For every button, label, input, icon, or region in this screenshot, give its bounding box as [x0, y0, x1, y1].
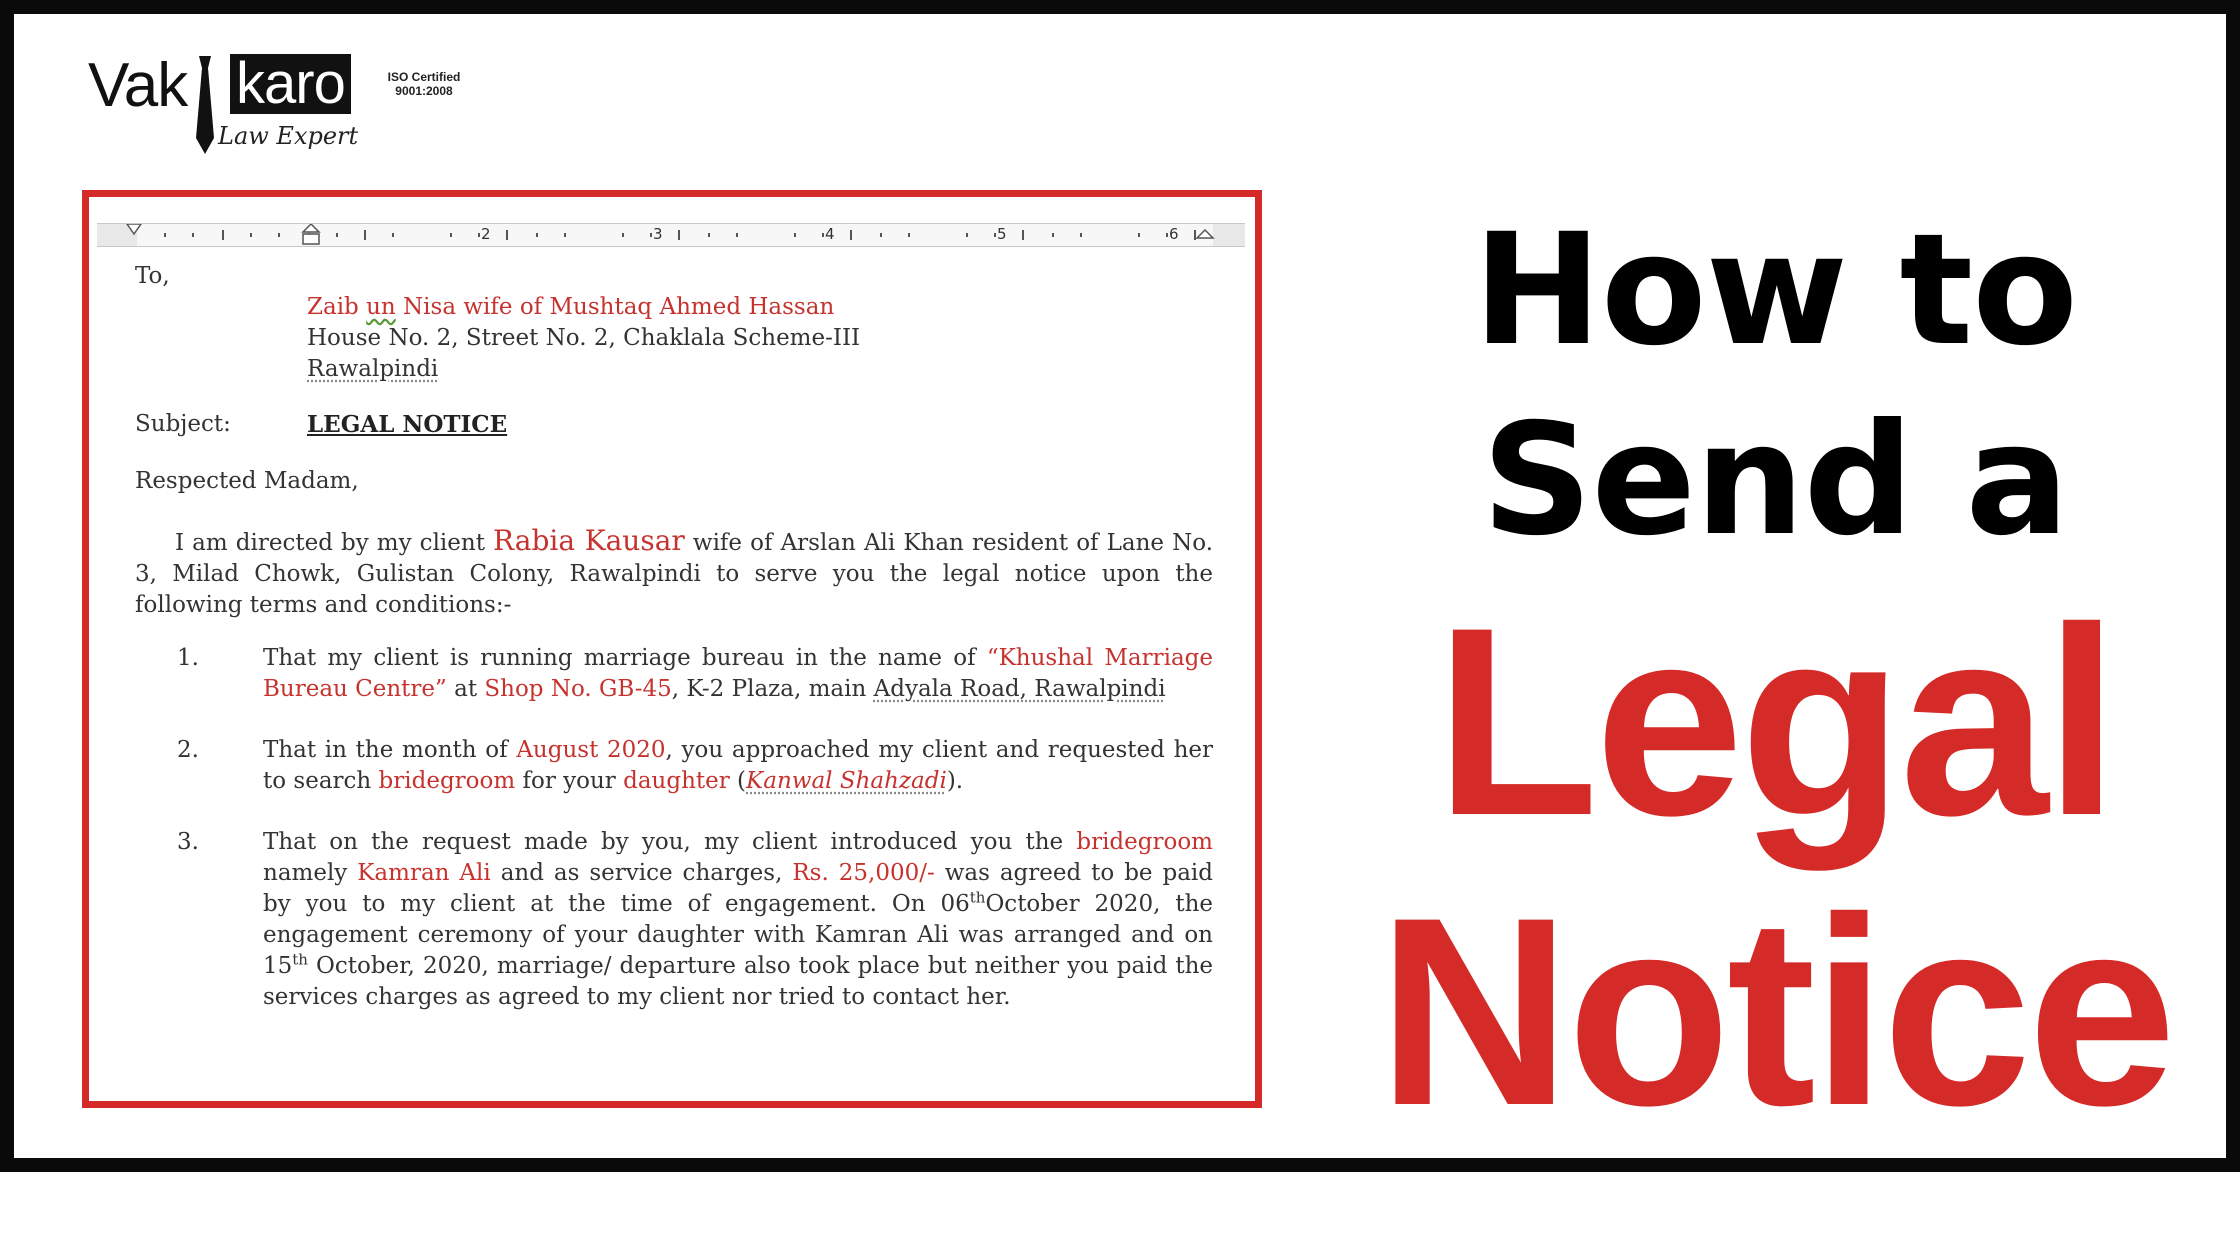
headline-line-2: Send a: [1481, 391, 2069, 570]
recipient-name: Zaib un Nisa wife of Mushtaq Ahmed Hassan: [307, 294, 835, 320]
ruler-number: 2: [481, 225, 491, 243]
to-label: To,: [135, 263, 170, 289]
word-ruler: [97, 223, 1245, 247]
list-item: 2. That in the month of August 2020, you approached my client and requested her to search bridegroom for your daughter (Kanwal Shahzadi).: [177, 737, 1213, 794]
subject-row: [135, 409, 1213, 440]
logo-brand-left: Vak: [88, 51, 188, 120]
first-line-indent-marker: [127, 224, 141, 234]
ruler-number: 5: [997, 225, 1007, 243]
hanging-indent-marker: [303, 224, 319, 232]
vakilkaro-logo: [88, 50, 488, 160]
ruler-ticks: [97, 224, 1245, 246]
right-indent-marker: [1197, 230, 1213, 238]
necktie-icon: [192, 56, 218, 154]
headline: [1330, 196, 2220, 1161]
headline-line-3: Legal: [1435, 571, 2115, 871]
iso-certification: ISO Certified 9001:2008: [387, 70, 461, 98]
bottom-margin: [0, 1172, 2240, 1240]
ruler-number: 6: [1169, 225, 1179, 243]
ruler-number: 3: [653, 225, 663, 243]
salutation: Respected Madam,: [135, 468, 359, 494]
ruler-number: 4: [825, 225, 835, 243]
subject-value: LEGAL NOTICE: [307, 411, 508, 438]
letter-body: [135, 261, 1213, 1013]
address-line-2: Rawalpindi: [307, 356, 439, 382]
recipient-block: [135, 292, 1213, 385]
logo-brand-right: karo: [230, 54, 351, 114]
headline-line-4: Notice: [1377, 861, 2173, 1161]
list-item: 1. That my client is running marriage bureau in the name of “Khushal Marriage Bureau Centre” at Shop No. GB-45, K-2 Plaza, main Adyala Road, Rawalpindi: [177, 645, 1213, 702]
client-name: Rabia Kausar: [493, 524, 685, 557]
subject-label: Subject:: [135, 411, 231, 437]
legal-notice-document: [82, 190, 1262, 1108]
headline-line-1: How to: [1473, 201, 2077, 380]
address-line-1: House No. 2, Street No. 2, Chaklala Scheme-III: [307, 325, 861, 351]
list-item: 3. That on the request made by you, my client introduced you the bridegroom namely Kamran Ali and as service charges, Rs. 25,000/- was agreed to be paid by you to my client at the time of engagement. On 06thOctober 2020, the engagement ceremony of your daughter with Kamran Ali was arranged and on 15th October, 2020, marriage/ departure also took place but neither you paid the services charges as agreed to my client nor tried to contact her.: [177, 829, 1214, 1010]
logo-tagline: Law Expert: [218, 122, 359, 150]
intro-paragraph: I am directed by my client Rabia Kausar wife of Arslan Ali Khan resident of Lane No. 3, Milad Chowk, Gulistan Colony, Rawalpindi to serve you the legal notice upon the following terms and conditions:-: [135, 524, 1214, 618]
